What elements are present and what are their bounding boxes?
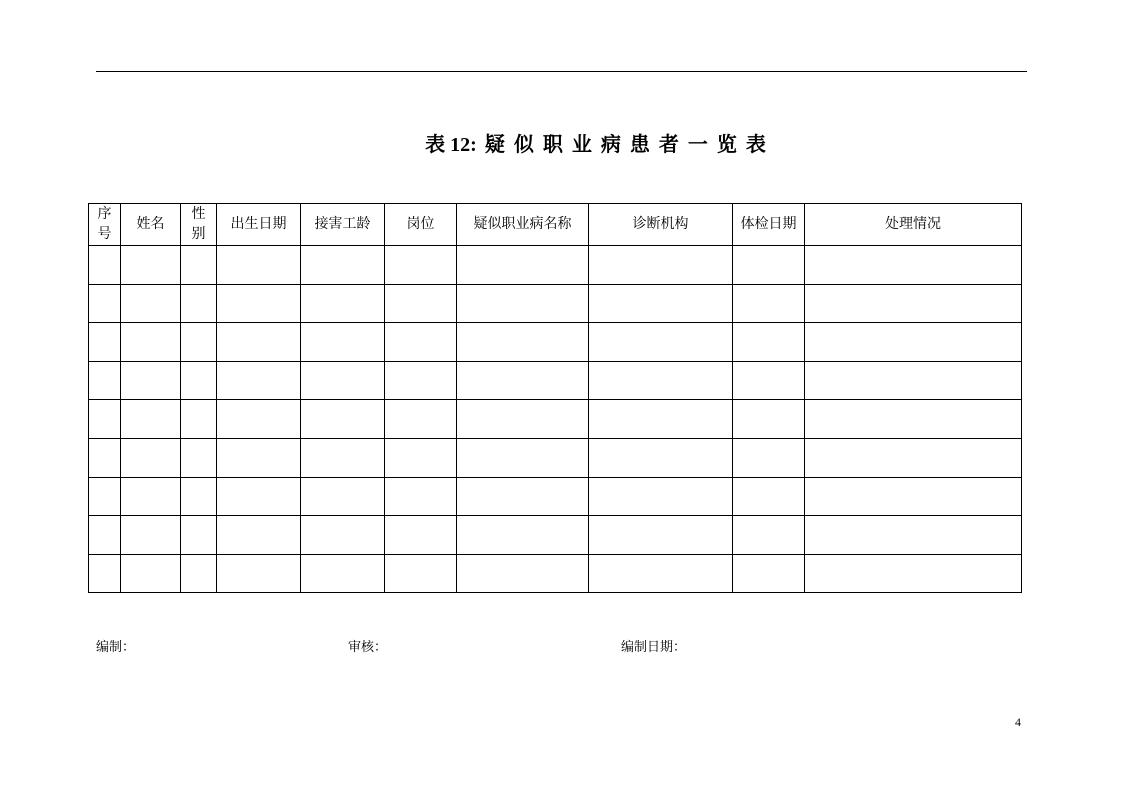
table-row <box>89 400 1022 439</box>
table-cell[interactable] <box>589 516 733 555</box>
table-cell[interactable] <box>805 516 1022 555</box>
table-cell[interactable] <box>301 400 385 439</box>
table-cell[interactable] <box>589 246 733 285</box>
table-cell[interactable] <box>181 554 217 593</box>
table-cell[interactable] <box>181 246 217 285</box>
table-cell[interactable] <box>805 361 1022 400</box>
page-title <box>320 128 880 157</box>
table-cell[interactable] <box>805 246 1022 285</box>
header-sex-l2: 别 <box>191 226 206 242</box>
table-cell[interactable] <box>385 516 457 555</box>
table-cell[interactable] <box>181 477 217 516</box>
table-cell[interactable] <box>385 438 457 477</box>
table-row <box>89 554 1022 593</box>
table-row <box>89 246 1022 285</box>
header-handling: 处理情况 <box>805 204 1022 246</box>
table-cell[interactable] <box>589 400 733 439</box>
header-disease-name: 疑似职业病名称 <box>457 204 589 246</box>
header-diagnosis-org: 诊断机构 <box>589 204 733 246</box>
header-exam-date: 体检日期 <box>733 204 805 246</box>
table-cell[interactable] <box>385 554 457 593</box>
table-cell[interactable] <box>301 438 385 477</box>
table-cell[interactable] <box>805 400 1022 439</box>
table-cell[interactable] <box>89 554 121 593</box>
table-cell[interactable] <box>805 477 1022 516</box>
header-sex-l1: 性 <box>191 206 206 222</box>
table-row <box>89 438 1022 477</box>
table-cell[interactable] <box>89 400 121 439</box>
table-cell[interactable] <box>89 246 121 285</box>
table-cell[interactable] <box>217 516 301 555</box>
table-cell[interactable] <box>457 477 589 516</box>
header-post: 岗位 <box>385 204 457 246</box>
table-cell[interactable] <box>589 554 733 593</box>
page-number: 4 <box>1015 715 1021 729</box>
table-cell[interactable] <box>217 477 301 516</box>
table-cell[interactable] <box>733 323 805 362</box>
table-cell[interactable] <box>121 554 181 593</box>
table-cell[interactable] <box>217 554 301 593</box>
header-index <box>89 204 121 246</box>
table-cell[interactable] <box>385 361 457 400</box>
table-cell[interactable] <box>589 438 733 477</box>
table-cell[interactable] <box>805 438 1022 477</box>
table-cell[interactable] <box>805 323 1022 362</box>
header-index-l2: 号 <box>97 226 112 242</box>
table-cell[interactable] <box>733 284 805 323</box>
header-sex <box>181 204 217 246</box>
reviewer-label: 审核： <box>348 640 388 655</box>
compile-date-label: 编制日期： <box>621 640 687 655</box>
table-cell[interactable] <box>733 554 805 593</box>
table-cell[interactable] <box>89 516 121 555</box>
table-cell[interactable] <box>733 361 805 400</box>
table-cell[interactable] <box>385 246 457 285</box>
table-cell[interactable] <box>121 477 181 516</box>
table-cell[interactable] <box>217 323 301 362</box>
table-cell[interactable] <box>301 361 385 400</box>
table-cell[interactable] <box>733 438 805 477</box>
table-cell[interactable] <box>301 284 385 323</box>
table-cell[interactable] <box>457 400 589 439</box>
table-row <box>89 284 1022 323</box>
table-cell[interactable] <box>301 554 385 593</box>
header-birthdate: 出生日期 <box>217 204 301 246</box>
table-cell[interactable] <box>121 400 181 439</box>
table-cell[interactable] <box>589 284 733 323</box>
table-cell[interactable] <box>181 284 217 323</box>
table-cell[interactable] <box>121 361 181 400</box>
table-cell[interactable] <box>301 516 385 555</box>
table-cell[interactable] <box>121 516 181 555</box>
table-cell[interactable] <box>385 477 457 516</box>
table-cell[interactable] <box>121 284 181 323</box>
title-prefix: 表 12: <box>425 134 477 156</box>
table-cell[interactable] <box>89 438 121 477</box>
table-cell[interactable] <box>301 477 385 516</box>
table-cell[interactable] <box>301 246 385 285</box>
table-cell[interactable] <box>121 438 181 477</box>
table-cell[interactable] <box>89 477 121 516</box>
table-cell[interactable] <box>217 361 301 400</box>
table-row <box>89 477 1022 516</box>
table-row <box>89 516 1022 555</box>
table-cell[interactable] <box>89 323 121 362</box>
table-cell[interactable] <box>589 361 733 400</box>
table-cell[interactable] <box>385 400 457 439</box>
table-cell[interactable] <box>805 284 1022 323</box>
table-cell[interactable] <box>181 323 217 362</box>
table-cell[interactable] <box>89 284 121 323</box>
table-cell[interactable] <box>457 554 589 593</box>
table-cell[interactable] <box>733 246 805 285</box>
table-cell[interactable] <box>217 400 301 439</box>
table-row <box>89 361 1022 400</box>
table-cell[interactable] <box>121 246 181 285</box>
table-cell[interactable] <box>181 516 217 555</box>
table-cell[interactable] <box>217 246 301 285</box>
header-rule <box>96 71 1027 72</box>
header-name: 姓名 <box>121 204 181 246</box>
table-cell[interactable] <box>457 323 589 362</box>
compiler-label: 编制： <box>96 640 136 655</box>
header-index-l1: 序 <box>97 206 112 222</box>
table-cell[interactable] <box>457 361 589 400</box>
table-cell[interactable] <box>733 516 805 555</box>
table-row <box>89 323 1022 362</box>
table-cell[interactable] <box>121 323 181 362</box>
table-header-row <box>89 204 1022 246</box>
table-cell[interactable] <box>589 477 733 516</box>
patient-table <box>88 203 1022 593</box>
table-cell[interactable] <box>457 438 589 477</box>
table-cell[interactable] <box>181 438 217 477</box>
table-cell[interactable] <box>457 516 589 555</box>
table-cell[interactable] <box>385 284 457 323</box>
table-cell[interactable] <box>589 323 733 362</box>
table-cell[interactable] <box>301 323 385 362</box>
table-cell[interactable] <box>733 477 805 516</box>
table-cell[interactable] <box>805 554 1022 593</box>
table-cell[interactable] <box>733 400 805 439</box>
table-cell[interactable] <box>457 284 589 323</box>
table-cell[interactable] <box>385 323 457 362</box>
table-cell[interactable] <box>89 361 121 400</box>
table-body <box>89 246 1022 593</box>
table-cell[interactable] <box>217 438 301 477</box>
table-cell[interactable] <box>181 361 217 400</box>
title-name: 疑似职业病患者一览表 <box>484 134 775 156</box>
table-cell[interactable] <box>457 246 589 285</box>
table-cell[interactable] <box>217 284 301 323</box>
header-exposure-years: 接害工龄 <box>301 204 385 246</box>
table-cell[interactable] <box>181 400 217 439</box>
